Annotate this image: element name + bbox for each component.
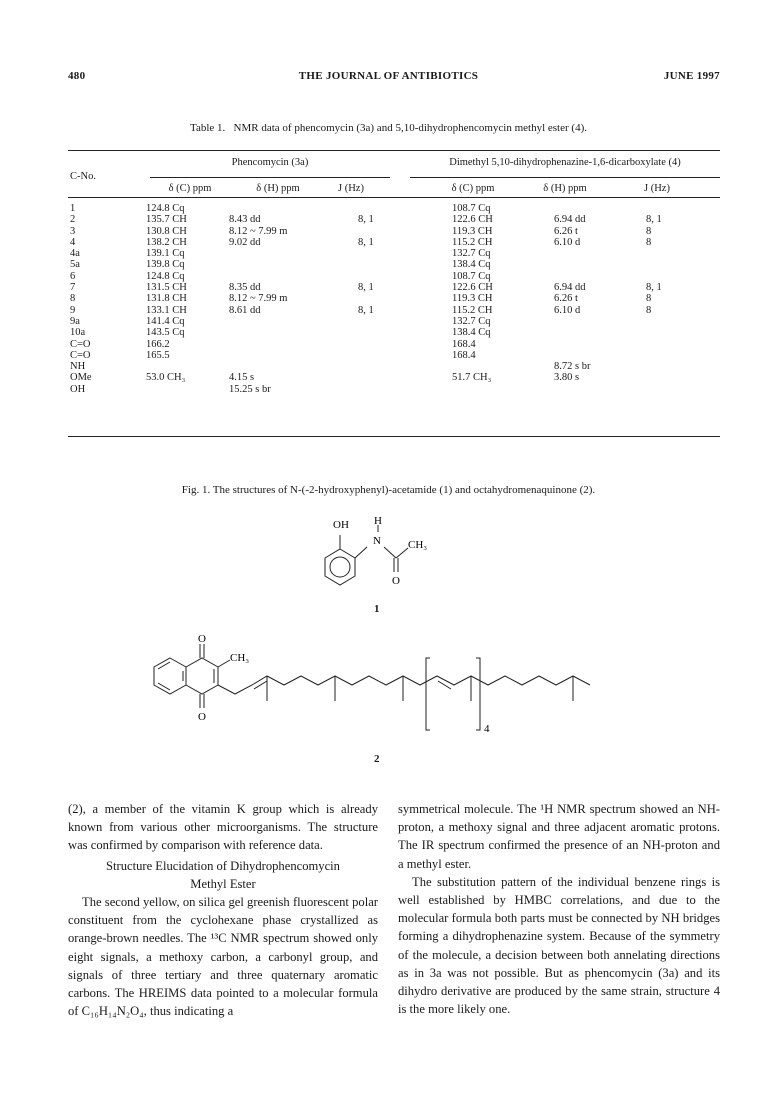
table-cell: 6.94 dd xyxy=(554,282,586,294)
label-oh: OH xyxy=(333,519,349,531)
table-row xyxy=(68,271,720,282)
table-cell: 8 xyxy=(70,293,76,305)
table-cell: 8, 1 xyxy=(358,236,374,248)
bond-ch3 xyxy=(396,548,408,558)
table-row xyxy=(68,282,720,293)
group2-header: Dimethyl 5,10-dihydrophenazine-1,6-dicarboxylate (4) xyxy=(449,157,681,168)
table-row xyxy=(68,316,720,327)
label-ch3: CH₃ xyxy=(408,539,428,551)
section-heading-line-2: Methyl Ester xyxy=(190,876,256,891)
table-row xyxy=(68,248,720,259)
table-row xyxy=(68,226,720,237)
structure-1-diagram xyxy=(300,510,460,620)
table-row xyxy=(68,203,720,214)
table-row xyxy=(68,350,720,361)
table-cell: 115.2 CH xyxy=(452,236,493,248)
nmr-table-body xyxy=(68,203,720,395)
bond-nc xyxy=(384,547,396,558)
sub-header-dc-1: δ (C) ppm xyxy=(168,183,212,194)
table-cell: 10a xyxy=(70,327,86,339)
table-cell: 135.7 CH xyxy=(146,214,187,226)
table-cell: 131.5 CH xyxy=(146,282,187,294)
table-cell: 9.02 dd xyxy=(229,236,261,248)
right-paragraph-1: symmetrical molecule. The ¹H NMR spectrum showed an NH-proton, a methoxy signal and three adjacent aromatic protons. The IR spectrum confirmed the presence of an NH-proton and a methyl ester. xyxy=(398,802,720,871)
table-caption xyxy=(0,122,777,134)
db1 xyxy=(158,662,170,669)
table-cell: 53.0 CH₃ xyxy=(146,372,186,384)
table-cell: 131.8 CH xyxy=(146,293,187,305)
table-cell: 8, 1 xyxy=(358,214,374,226)
table-cell: 139.1 Cq xyxy=(146,248,185,260)
db2 xyxy=(158,683,170,690)
table-caption-prefix: Table 1. xyxy=(190,122,226,134)
table-cell: 166.2 xyxy=(146,338,170,350)
bond-ch3 xyxy=(218,660,230,667)
sub-header-j-2: J (Hz) xyxy=(644,183,670,194)
left-paragraph-1: (2), a member of the vitamin K group which is already known from various other microorganisms. The structure was confirmed by comparison with reference data. xyxy=(68,802,378,853)
label-repeat: 4 xyxy=(484,723,490,735)
table-cell: 8, 1 xyxy=(646,214,662,226)
table-cell: 165.5 xyxy=(146,349,170,361)
table-cell: 8 xyxy=(646,304,652,316)
left-column xyxy=(68,800,378,1020)
bond-n xyxy=(355,547,367,558)
structure-1-number: 1 xyxy=(374,603,380,615)
table-cell: 168.4 xyxy=(452,349,476,361)
table-row xyxy=(68,339,720,350)
table-cell: 115.2 CH xyxy=(452,304,493,316)
group1-rule xyxy=(150,177,390,178)
table-cell: 6.10 d xyxy=(554,304,581,316)
table-cell: 4a xyxy=(70,248,80,260)
left-paragraph-2: The second yellow, on silica gel greenish fluorescent polar constituent from the cyclohexane phase crystallized as orange-brown needles. The ¹³C NMR spectrum showed only eight signals, a methoxy carbon, a carbonyl group, and signals of three tertiary and three quaternary aromatic carbons. The HREIMS data pointed to a molecular formula of C₁₆H₁₄N₂O₄, thus indicating a xyxy=(68,895,378,1019)
table-cell: 6.26 t xyxy=(554,225,578,237)
col-cno-header: C-No. xyxy=(70,171,96,182)
table-cell: 9a xyxy=(70,315,80,327)
table-cell: 132.7 Cq xyxy=(452,315,491,327)
table-cell: 141.4 Cq xyxy=(146,315,185,327)
journal-title: THE JOURNAL OF ANTIBIOTICS xyxy=(298,70,479,82)
table-row xyxy=(68,305,720,316)
structure-2-diagram xyxy=(140,628,620,748)
table-row xyxy=(68,361,720,372)
table-cell: 108.7 Cq xyxy=(452,270,491,282)
group1-header: Phencomycin (3a) xyxy=(231,157,309,168)
benzo-ring xyxy=(154,658,186,694)
table-cell: 143.5 Cq xyxy=(146,327,185,339)
table-cell: 2 xyxy=(70,214,76,226)
table-row xyxy=(68,214,720,225)
label-o-top: O xyxy=(198,633,206,645)
table-cell: 51.7 CH₃ xyxy=(452,372,492,384)
table-cell: 8.61 dd xyxy=(229,304,261,316)
table-bottom-rule xyxy=(68,436,720,437)
left-bracket xyxy=(426,658,430,730)
table-cell: 122.6 CH xyxy=(452,282,493,294)
table-row xyxy=(68,384,720,395)
table-cell: 8, 1 xyxy=(646,282,662,294)
table-cell: OMe xyxy=(70,372,92,384)
table-cell: 1 xyxy=(70,203,76,214)
table-row xyxy=(68,237,720,248)
sub-header-dc-2: δ (C) ppm xyxy=(451,183,495,194)
table-cell: 119.3 CH xyxy=(452,293,493,305)
table-cell: 8.12 ~ 7.99 m xyxy=(229,225,288,237)
table-cell: 124.8 Cq xyxy=(146,203,185,214)
table-cell: 6.10 d xyxy=(554,236,581,248)
table-cell: 8, 1 xyxy=(358,304,374,316)
table-cell: 4 xyxy=(70,236,76,248)
table-row xyxy=(68,259,720,270)
table-cell: 6.94 dd xyxy=(554,214,586,226)
table-cell: 8.12 ~ 7.99 m xyxy=(229,293,288,305)
table-cell: 4.15 s xyxy=(229,372,255,384)
table-cell: 7 xyxy=(70,282,76,294)
table-header-rule xyxy=(68,197,720,198)
isoprenoid-chain xyxy=(218,676,590,694)
table-cell: 3 xyxy=(70,225,76,237)
table-cell: C=O xyxy=(70,338,91,350)
table-cell: 8.43 dd xyxy=(229,214,261,226)
figure-caption: Fig. 1. The structures of N-(-2-hydroxyphenyl)-acetamide (1) and octahydromenaquinone (2). xyxy=(181,484,596,496)
table-cell: 108.7 Cq xyxy=(452,203,491,214)
table-cell: 8, 1 xyxy=(358,282,374,294)
aromatic-circle-1 xyxy=(330,557,350,577)
quinone-ring xyxy=(186,658,218,694)
right-column xyxy=(398,800,720,1018)
table-cell: 6.26 t xyxy=(554,293,578,305)
sub-header-j-1: J (Hz) xyxy=(338,183,364,194)
label-ch3: CH₃ xyxy=(230,652,250,664)
table-caption-text: NMR data of phencomycin (3a) and 5,10-dihydrophencomycin methyl ester (4). xyxy=(233,122,587,134)
group2-rule xyxy=(410,177,720,178)
table-cell: 138.2 CH xyxy=(146,236,187,248)
table-cell: 122.6 CH xyxy=(452,214,493,226)
table-cell: 8 xyxy=(646,236,652,248)
issue-date: JUNE 1997 xyxy=(663,70,720,82)
table-cell: 6 xyxy=(70,270,76,282)
table-cell: 8 xyxy=(646,225,652,237)
table-cell: 8 xyxy=(646,293,652,305)
table-row xyxy=(68,293,720,304)
table-row xyxy=(68,372,720,383)
label-o-bottom: O xyxy=(198,711,206,723)
table-cell: 139.8 Cq xyxy=(146,259,185,271)
label-h: H xyxy=(374,515,382,527)
table-cell: 119.3 CH xyxy=(452,225,493,237)
sub-header-dh-2: δ (H) ppm xyxy=(543,183,587,194)
label-n: N xyxy=(373,535,381,547)
table-cell: 133.1 CH xyxy=(146,304,187,316)
page-number: 480 xyxy=(68,70,86,82)
table-cell: OH xyxy=(70,383,86,395)
table-cell: C=O xyxy=(70,349,91,361)
table-row xyxy=(68,327,720,338)
table-cell: 8.72 s br xyxy=(554,361,591,373)
table-top-rule xyxy=(68,150,720,151)
right-bracket xyxy=(476,658,480,730)
section-heading-line-1: Structure Elucidation of Dihydrophencomycin xyxy=(106,858,340,873)
table-cell: 132.7 Cq xyxy=(452,248,491,260)
structure-2-number: 2 xyxy=(374,753,380,765)
table-cell: 5a xyxy=(70,259,80,271)
table-cell: 130.8 CH xyxy=(146,225,187,237)
table-cell: 124.8 Cq xyxy=(146,270,185,282)
table-cell: 3.80 s xyxy=(554,372,580,384)
table-cell: 8.35 dd xyxy=(229,282,261,294)
label-o: O xyxy=(392,575,400,587)
table-cell: 15.25 s br xyxy=(229,383,271,395)
table-cell: 138.4 Cq xyxy=(452,259,491,271)
table-cell: NH xyxy=(70,361,86,373)
table-cell: 9 xyxy=(70,304,76,316)
table-cell: 168.4 xyxy=(452,338,476,350)
right-paragraph-2: The substitution pattern of the individual benzene rings is well established by HMBC correlations, and due to the molecular formula both parts must be connected by NH bridges forming a dihydrophenazine system. Because of the symmetry of the molecule, a decision between both annelating directions as in 3a was not possible. But as phencomycin (3a) and its dihydro derivative are produced by the same strain, structure 4 is the more likely one. xyxy=(398,874,720,1017)
sub-header-dh-1: δ (H) ppm xyxy=(256,183,300,194)
table-cell: 138.4 Cq xyxy=(452,327,491,339)
